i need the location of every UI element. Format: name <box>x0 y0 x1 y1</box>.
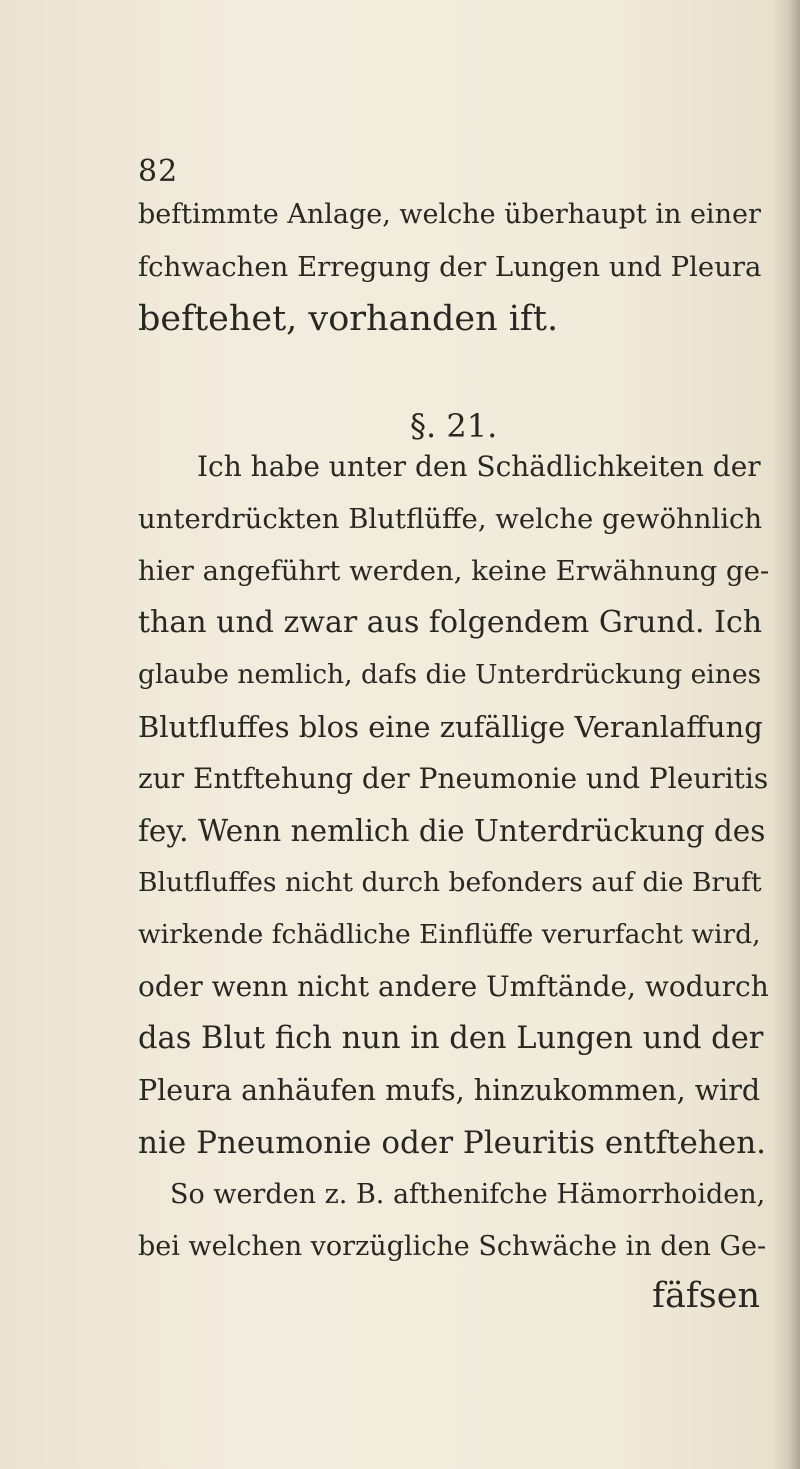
text-line: Ich habe unter den Schädlichkeiten der <box>197 450 761 483</box>
text-line: than und zwar aus folgendem Grund. Ich <box>138 605 763 640</box>
section-heading: §. 21. <box>410 407 498 445</box>
text-line: nie Pneumonie oder Pleuritis entftehen. <box>138 1125 767 1161</box>
text-line: unterdrückten Blutflüffe, welche gewöhnlich <box>138 503 763 535</box>
catchword: fäfsen <box>652 1276 760 1316</box>
text-line: fey. Wenn nemlich die Unterdrückung des <box>138 814 766 848</box>
page-edge-shadow <box>772 0 800 1469</box>
text-line: beftimmte Anlage, welche überhaupt in einer <box>138 199 761 230</box>
page-number: 82 <box>138 154 179 189</box>
text-line: beftehet, vorhanden ift. <box>138 299 559 339</box>
text-line: zur Entftehung der Pneumonie und Pleuritis <box>138 762 769 795</box>
text-line: Pleura anhäufen mufs, hinzukommen, wird <box>138 1074 761 1107</box>
text-line: So werden z. B. afthenifche Hämorrhoiden, <box>170 1179 766 1210</box>
text-line: glaube nemlich, dafs die Unterdrückung eines <box>138 659 762 690</box>
text-line: oder wenn nicht andere Umftände, wodurch <box>138 970 769 1003</box>
text-line: wirkende fchädliche Einflüffe verurfacht wird, <box>138 919 761 950</box>
text-line: bei welchen vorzügliche Schwäche in den Ge- <box>138 1231 767 1262</box>
text-line: hier angeführt werden, keine Erwähnung ge- <box>138 555 770 587</box>
text-line: Blutfluffes nicht durch befonders auf die Bruft <box>138 867 762 898</box>
text-line: das Blut fich nun in den Lungen und der <box>138 1021 764 1056</box>
text-line: fchwachen Erregung der Lungen und Pleura <box>138 251 762 283</box>
text-line: Blutfluffes blos eine zufällige Veranlaffung <box>138 710 763 744</box>
